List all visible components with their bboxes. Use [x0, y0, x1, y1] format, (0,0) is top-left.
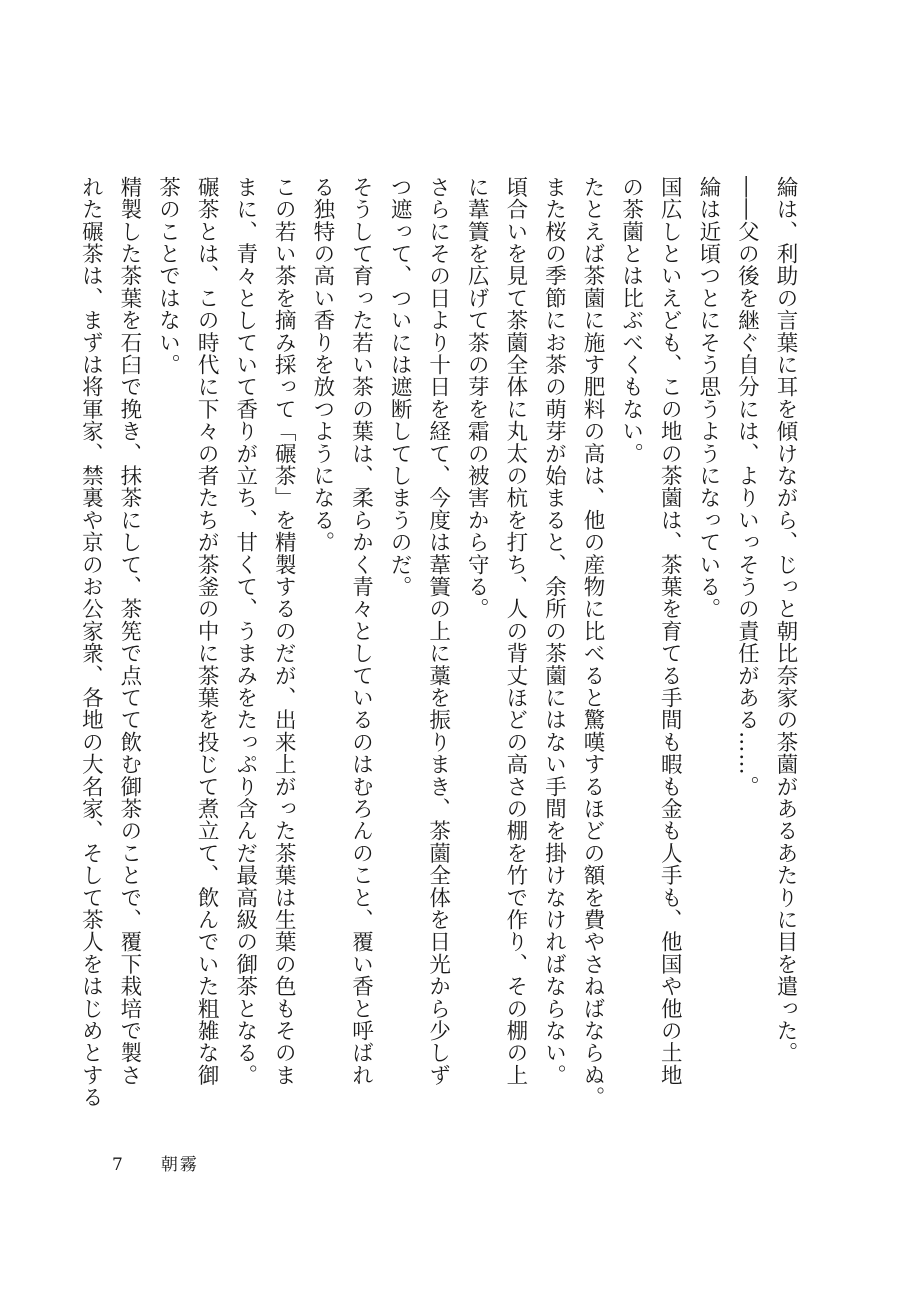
- text-line: 頃合いを見て茶薗全体に丸太の杭を打ち、人の背丈ほどの高さの棚を竹で作り、その棚の上: [502, 176, 528, 1087]
- running-title: 朝霧: [160, 1155, 199, 1175]
- text-line: さらにその日より十日を経て、今度は葦簀の上に藁を振りまき、茶薗全体を日光から少しず: [425, 176, 451, 1087]
- text-line: そうして育った若い茶の葉は、柔らかく青々としているのはむろんのこと、覆い香と呼ばれ: [348, 176, 374, 1087]
- text-line: 国広しといえども、この地の茶薗は、茶葉を育てる手間も暇も金も人手も、他国や他の土地: [657, 176, 683, 1087]
- text-line: たとえば茶薗に施す肥料の高は、他の産物に比べると驚嘆するほどの額を費やさねばならぬ。: [580, 176, 606, 1109]
- text-line: ――父の後を継ぐ自分には、よりいっそうの責任がある……。: [734, 176, 760, 798]
- text-line: 綸は近頃つとにそう思うようになっている。: [695, 176, 721, 620]
- text-line: つ遮って、ついには遮断してしまうのだ。: [387, 176, 413, 598]
- text-line: に葦簀を広げて茶の芽を霜の被害から守る。: [464, 176, 490, 620]
- page-footer: [112, 1150, 199, 1175]
- text-line: る独特の高い香りを放つようになる。: [309, 176, 335, 554]
- text-line: れた碾茶は、まずは将軍家、禁裏や京のお公家衆、各地の大名家、そして茶人をはじめとする: [78, 176, 104, 1109]
- text-line: この若い茶を摘み採って「碾茶」を精製するのだが、出来上がった茶葉は生葉の色もそのま: [271, 176, 297, 1087]
- page-number: 7: [112, 1155, 123, 1175]
- text-line: 茶のことではない。: [155, 176, 181, 376]
- text-line: まに、青々としていて香りが立ち、甘くて、うまみをたっぷり含んだ最高級の御茶となる。: [232, 176, 258, 1087]
- text-line: 碾茶とは、この時代に下々の者たちが茶釜の中に茶葉を投じて煮立て、飲んでいた粗雑な御: [194, 176, 220, 1087]
- text-line: の茶薗とは比ぶべくもない。: [618, 176, 644, 465]
- vertical-text-body: [78, 176, 804, 1121]
- text-line: 綸は、利助の言葉に耳を傾けながら、じっと朝比奈家の茶薗があるあたりに目を遣った。: [773, 176, 798, 1064]
- text-line: また桜の季節にお茶の萌芽が始まると、余所の茶薗にはない手間を掛けなければならない。: [541, 176, 567, 1087]
- text-line: 精製した茶葉を石臼で挽き、抹茶にして、茶筅で点てて飲む御茶のことで、覆下栽培で製さ: [116, 176, 142, 1087]
